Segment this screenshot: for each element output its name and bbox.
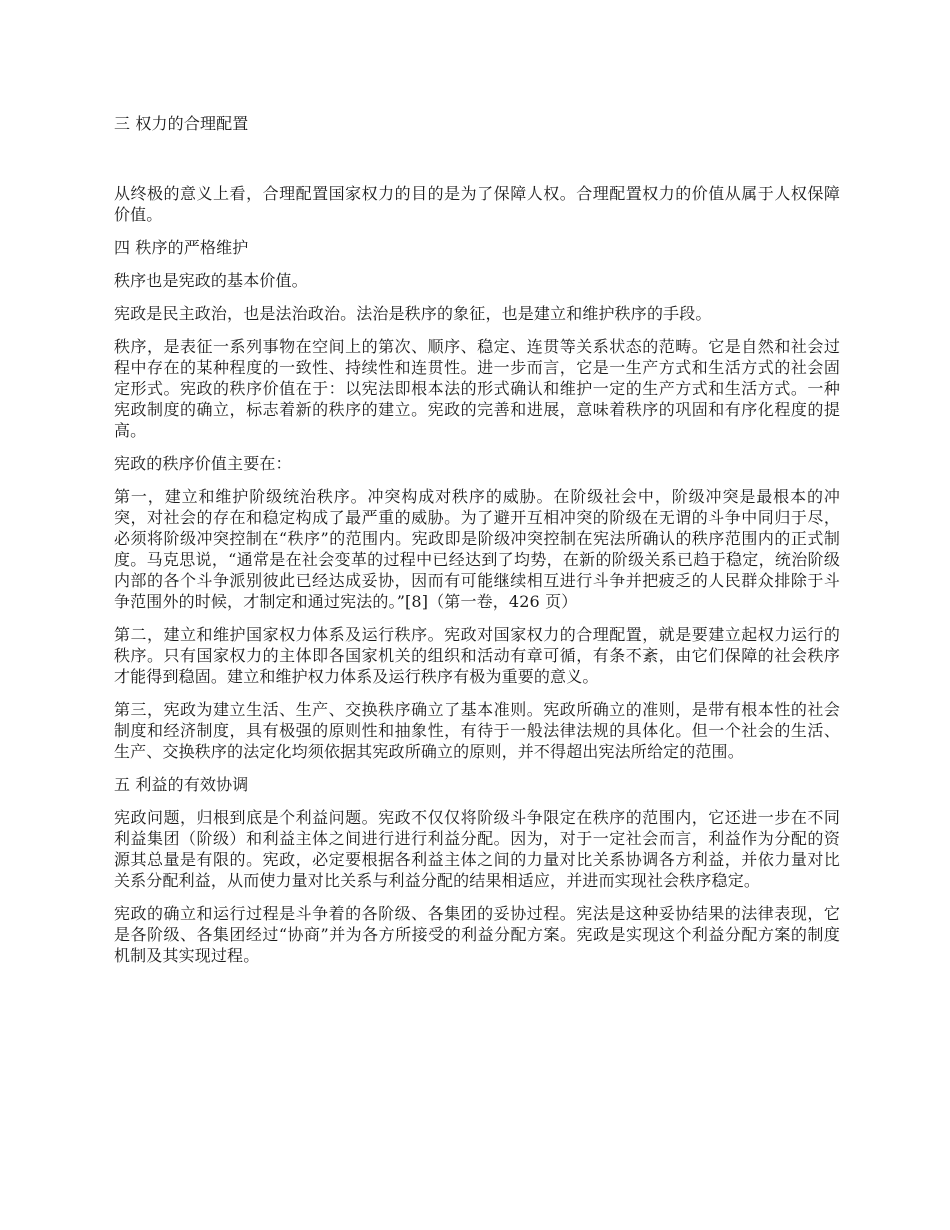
paragraph: 宪政问题，归根到底是个利益问题。宪政不仅仅将阶级斗争限定在秩序的范围内，它还进一步在不同利益集团（阶级）和利益主体之间进行进行利益分配。因为，对于一定社会而言，利益作为分配的资源其总量是有限的。宪政，必定要根据各利益主体之间的力量对比关系协调各方利益，并依力量对比关系分配利益，从而使力量对比关系与利益分配的结果相适应，并进而实现社会秩序稳定。	[114, 808, 840, 890]
paragraph: 第三，宪政为建立生活、生产、交换秩序确立了基本准则。宪政所确立的准则，是带有根本性的社会制度和经济制度，具有极强的原则性和抽象性，有待于一般法律法规的具体化。但一个社会的生活、生产、交换秩序的法定化均须依据其宪政所确立的原则，并不得超出宪法所给定的范围。	[114, 700, 840, 761]
document-body	[114, 113, 840, 978]
section-heading-3: 三 权力的合理配置	[114, 114, 249, 133]
paragraph: 秩序，是表征一系列事物在空间上的第次、顺序、稳定、连贯等关系状态的范畴。它是自然和社会过程中存在的某种程度的一致性、持续性和连贯性。进一步而言，它是一生产方式和生活方式的社会固定形式。宪政的秩序价值在于：以宪法即根本法的形式确认和维护一定的生产方式和生活方式。一种宪政制度的确立，标志着新的秩序的建立。宪政的完善和进展，意味着秩序的巩固和有序化程度的提高。	[114, 337, 840, 440]
paragraph: 第二，建立和维护国家权力体系及运行秩序。宪政对国家权力的合理配置，就是要建立起权力运行的秩序。只有国家权力的主体即各国家机关的组织和活动有章可循，有条不紊，由它们保障的社会秩序才能得到稳固。建立和维护权力体系及运行秩序有极为重要的意义。	[114, 625, 840, 686]
paragraph: 秩序也是宪政的基本价值。	[114, 271, 308, 290]
paragraph: 宪政的秩序价值主要在：	[114, 454, 292, 473]
section-heading-4: 四 秩序的严格维护	[114, 238, 249, 257]
paragraph: 从终极的意义上看，合理配置国家权力的目的是为了保障人权。合理配置权力的价值从属于人权保障价值。	[114, 184, 840, 224]
paragraph: 第一，建立和维护阶级统治秩序。冲突构成对秩序的威胁。在阶级社会中，阶级冲突是最根本的冲突，对社会的存在和稳定构成了最严重的威胁。为了避开互相冲突的阶级在无谓的斗争中同归于尽，必须将阶级冲突控制在“秩序”的范围内。宪政即是阶级冲突控制在宪法所确认的秩序范围内的正式制度。马克思说，“通常是在社会变革的过程中已经达到了均势，在新的阶级关系已趋于稳定，统治阶级内部的各个斗争派别彼此已经达成妥协，因而有可能继续相互进行斗争并把疲乏的人民群众排除于斗争范围外的时候，才制定和通过宪法的。”[8]（第一卷，426 页）	[114, 487, 840, 611]
section-heading-5: 五 利益的有效协调	[114, 775, 249, 794]
paragraph: 宪政是民主政治，也是法治政治。法治是秩序的象征，也是建立和维护秩序的手段。	[114, 304, 712, 323]
paragraph: 宪政的确立和运行过程是斗争着的各阶级、各集团的妥协过程。宪法是这种妥协结果的法律表现，它是各阶级、各集团经过“协商”并为各方所接受的利益分配方案。宪政是实现这个利益分配方案的制度机制及其实现过程。	[114, 904, 840, 965]
